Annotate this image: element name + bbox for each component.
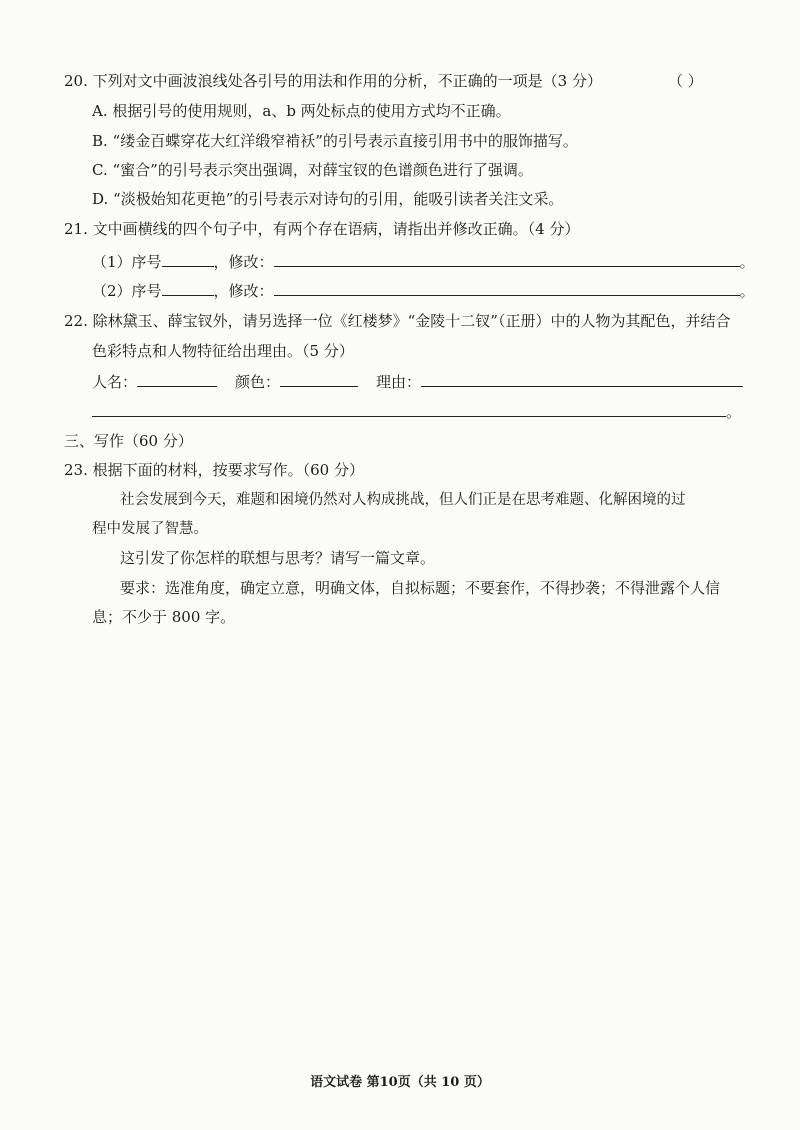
q20-option-b: B. “缕金百蝶穿花大红洋缎窄褃袄”的引号表示直接引用书中的服饰描写。 [92,132,578,150]
q22-stem-line-2: 色彩特点和人物特征给出理由。（5 分） [92,342,354,360]
q22-stem-line-1: 22. 除林黛玉、薛宝钗外，请另选择一位《红楼梦》“金陵十二钗”（正册）中的人物为其配色，并结合 [64,312,731,330]
q21-row-1-label: （1）序号 [92,253,162,271]
q20-option-a: A. 根据引号的使用规则，a、b 两处标点的使用方式均不正确。 [92,102,511,120]
q23-stem: 23. 根据下面的材料，按要求写作。（60 分） [64,461,364,479]
q22-name-blank[interactable] [137,370,217,387]
q22-reason-line-2 [92,400,741,423]
q20-stem: 20. 下列对文中画波浪线处各引号的用法和作用的分析，不正确的一项是（3 分） [64,72,602,90]
q22-color-blank[interactable] [280,370,358,387]
q21-row-1-edit-blank[interactable] [274,250,740,267]
q22-end: 。 [726,403,742,421]
q22-reason-blank[interactable] [421,370,743,387]
q22-reason-continuation-blank[interactable] [92,400,726,417]
section3-title: 三、写作（60 分） [64,432,193,450]
q21-row-1-number-blank[interactable] [162,250,214,267]
q21-row-2 [92,279,755,302]
q21-row-2-number-blank[interactable] [162,279,214,296]
q23-prompt: 这引发了你怎样的联想与思考？请写一篇文章。 [120,549,436,567]
q21-row-2-edit-blank[interactable] [274,279,740,296]
q22-reason-label: 理由： [376,373,422,391]
q20-option-c: C. “蜜合”的引号表示突出强调，对薛宝钗的色谱颜色进行了强调。 [92,161,533,179]
q21-row-1-edit-label: ，修改： [213,253,274,271]
q21-row-2-end: 。 [739,282,755,300]
q21-row-2-label: （2）序号 [92,282,162,300]
q22-name-label: 人名： [92,373,138,391]
q21-row-1-end: 。 [739,253,755,271]
q21-stem: 21. 文中画横线的四个句子中，有两个存在语病，请指出并修改正确。（4 分） [64,220,580,238]
page-footer: 语文试卷 第10页（共 10 页） [310,1075,490,1090]
q21-row-2-edit-label: ，修改： [213,282,274,300]
q21-row-1 [92,250,755,273]
q22-color-label: 颜色： [235,373,281,391]
q20-option-d: D. “淡极始知花更艳”的引号表示对诗句的引用，能吸引读者关注文采。 [92,190,564,208]
q23-material-line-1: 社会发展到今天，难题和困境仍然对人构成挑战，但人们正是在思考难题、化解困境的过 [120,492,686,508]
q23-requirements-line-2: 息；不少于 800 字。 [92,608,236,626]
q23-material-line-2: 程中发展了智慧。 [92,521,208,537]
q20-answer-paren: （ ） [668,72,703,90]
q22-answer-row [92,370,743,393]
q23-requirements-line-1: 要求：选准角度，确定立意，明确文体，自拟标题；不要套作，不得抄袭；不得泄露个人信 [120,579,721,597]
